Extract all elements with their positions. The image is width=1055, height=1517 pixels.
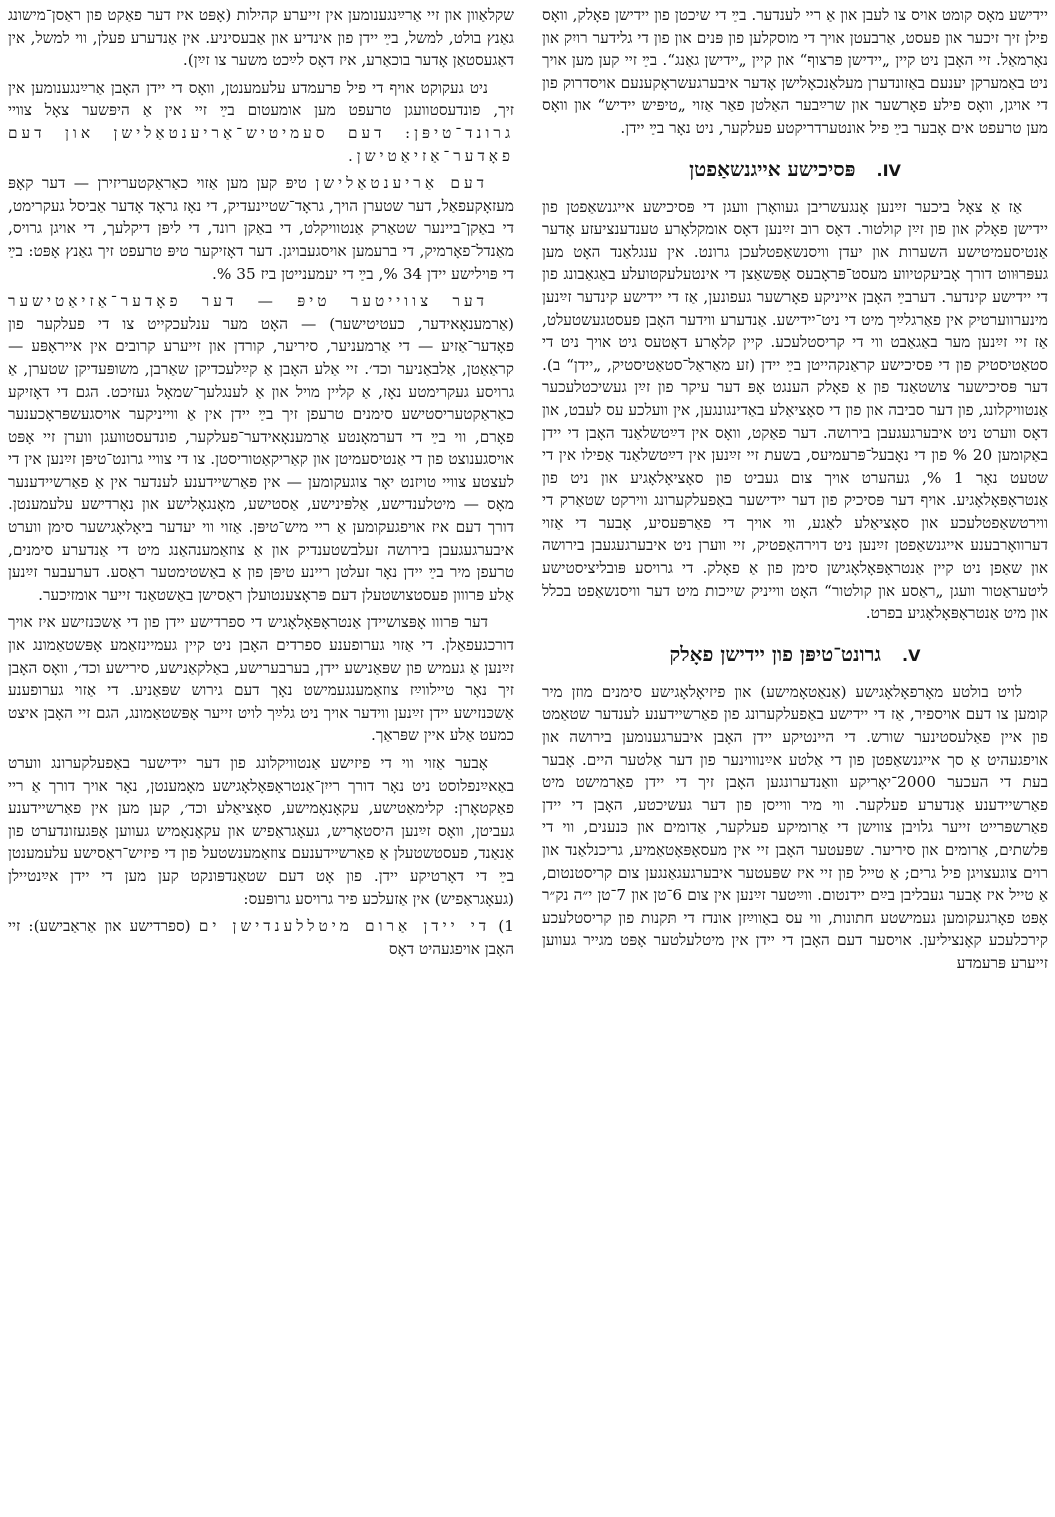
list-item-number: 1) [498,917,514,936]
paragraph-4-lead: דער צווייטער טיפּ — דער פאָדער־אַזיאַטישער [8,292,488,311]
section-5-title: גרונט־טיפּן פון יידישן פאָלק [669,641,882,666]
intro-paragraph: יידישע מאָס קומט אויס צו לעבן און אַ ריי לענדער. בײַ די שיכטן פון יידישן פאָלק, וואָס פילן זיך זיכער און פעסט, אַרבעטן אויך די מוסקלען פון פּנים און פון די גלידער רויִק און נאָרמאַל. זיי האָבן ניט קיין „יידישן פּרצוף“ און קיין „יידישן גאַנג“. בײַ זיי קען מען אויך ניט באַמערקן יענעם באַזונדערן מעלאַנכאָלישן אָדער איבערגעשראָקענעם אויסדרוק פון די אויגן, וואָס פילע פאָרשער און שרײַבער האַלטן פאַר אַזוי „טיפּיש יידיש“ און וואָס מען טרעפט אים אָבער בײַ פיל אונטערדריקטע פעלקער, ניט נאָר בײַ יידן. [542,6,1048,137]
section-5-paragraph: לויט בולטע מאָרפאָלאָגישע (אַנאַטאָמישע) און פיזיאָלאָגישע סימנים מוזן מיר קומען צו דעם אויספיר, אַז די יידישע באַפעלקערונג פון פאַרשיידענע לענדער שטאַמט פון איין פאַלעסטינער שורש. די היינטיקע יידן האָבן איבערגענומען בירושה און אויפגעהיט אַ סך אייגנשאַפטן פון די אַלטע אײַנוווינער פון דער אַלטער היים. אָבער בעת די העכער 2000־יאָריקע וואַנדערונגען האָבן זיך די יידן פאַרמישט מיט פאַרשיידענע אַנדערע פעלקער. ווי מיר ווייסן פון דער געשיכטע, האָבן די יידן פאַרשפּרייט זייער גלויבן צווישן די אַרומיקע פעלקער, אַדומים און כּנענים, ווי די פּלשתים, אַרומים און סיריער. שפּעטער האָבן זיי אין מעסאָפּאָטאַמיע, גריכנלאַנד און רוים צוגעצויגן פיל גרים; אַ טייל פון זיי איז שפּעטער איבערגעגאַנגען צום קריסטנטום, אַ טייל איז אָבער געבליבן בײַם יידנטום. ווײַטער זײַנען אין צום 6־טן און 7־טן י״ה נק״ר אָפּט פאָרגעקומען געמישטע חתונות, ווי עס באַווײַזן אונדז די תּקנות פון קריסטלעכע קירכלעכע קאָנציליען. אויסער דעם האָבן די יידן אין מיטלעלטער אָפּט מגייר געווען זייערע פּרעמדע [542,682,1048,972]
list-item-lead: די יידן אַרום מיטללענדישן ים [198,917,491,936]
section-5-number: V. [901,645,921,665]
section-5-heading [542,641,1048,669]
paragraph-3-text: טיפּ קען מען אַזוי כאַראַקטעריזירן — דער קאָפּ מעזאָקעפאַל, דער שטערן הויך, גראָד־שטיינעדיק, די נאָז גראָד אָדער אַביסל געקרימט, די באַקן־ביינער שטאַרק אַנטוויקלט, די באַקן רונד, די ליפּן דיקלעך, די אויגן גרויס, מאַנדל־פאָרמיק, די ברעמען אויסגעבויגן. דער דאָזיקער טיפּ טרעפט זיך גאַנץ אָפּט: בײַ די פּוילישע יידן 34 %, בײַ די יעמענייטן ביז 35 %. [8,174,514,283]
paragraph-1: שקלאַוון און זיי אַרײַנגענומען אין זייערע קהילות (אָפּט איז דער פאַקט פון ראַסן־מישונג גאַנץ בולט, למשל, בײַ יידן פון אינדיע און אַבעסיניע. אין אַנדערע פעלן, ווי למשל, אין דאַגעסטאַן אָדער בוכאַרע, איז דאָס לײַכט משער צו זײַן). [8,6,514,70]
paragraph-2-spaced-terms: גרונד־טיפּן: דעם סעמיטיש־אַריענטאַלישן און דעם פאָדער־אַזיאַטישן. [8,123,514,165]
paragraph-6: אָבער אַזוי ווי די פיזישע אַנטוויקלונג פון דער יידישער באַפעלקערונג ווערט באַאײַנפלוסט ניט נאָר דורך רייִן־אַנטראָפּאָלאָגישע מאָמענטן, נאָר אויך דורך אַ ריי פאַקטאָרן: קלימאַטישע, עקאָנאָמישע, סאָציאַלע וכד׳, קען מען אין פאַרשיידענע געביטן, וואָס זײַנען היסטאָריש, געאָגראַפיש און עקאָנאָמיש געווען אָפּגעזונדערט פון אַנאַנד, פעסטשטעלן אַ פאַרשיידענעם צוזאַמענשטעל פון די פיזיש־ראַסישע עלעמענטן בײַ די דאָרטיקע יידן. פון אָט דעם שטאַנדפּונקט קען מען די יידן אײַנטיילן (געאָגראַפיש) אין אַזעלכע פיר גרויסע גרופּעס: [8,754,514,908]
paragraph-3 [8,172,514,285]
paragraph-2-text: ניט געקוקט אויף די פיל פרעמדע עלעמענטן, וואָס די יידן האָבן אַרײַנגענומען אין זיך, פונדעסטוועגן טרעפט מען אומעטום בײַ זיי אין אַ היפּשער צאָל צוויי [8,78,514,120]
paragraph-4-text: (אַרמענאָאידער, כעטיטישער) — האָט מער ענלעכקייט צו די פעלקער פון פאָדער־אַזיע — די אַרמעניער, סיריער, קורדן און זייערע קרובים אין אייראָפּע — קראַאַטן, אַלבאַניער וכד׳. זיי אַלע האָבן אַ קײַלעכדיקן שאַרבן, משופּעדיקן שטערן, אַ גרויסע געקרימטע נאָז, אַ קליין מויל און אַ לענגלעך־שמאָל געזיכט. הגם די דאָזיקע כאַראַקטעריסטישע סימנים טרעפן זיך בײַ יידן אין אַ ווייניקער אויסגעשפּראָכענער פאָרם, ווי בײַ די דערמאָנטע אַרמענאָאידער־פעלקער, פונדעסטוועגן ווערן זיי אָפּט אויסגענוצט פון די אַנטיסעמיטן און קאַריקאַטוריסטן. צו די צוויי גרונט־טיפּן זײַנען אין די לעצטע צוויי טויזנט יאָר צוגעקומען — אין פאַרשיידענע לענדער אין אַ פאַרשיידענער מאָס — מיטלענדישע, אַלפּינישע, אַסטישע, מאָנגאָלישע און נאָרדישע עלעמענטן. דורך דעם איז אויפגעקומען אַ ריי מיש־טיפּן. אַזוי ווי יעדער ביאָלאָגישער סימן ווערט איבערגעגעבן בירושה זעלבשטענדיק און אַ צוזאַמענהאַנג מיט די אַנדערע סימנים, טרעפן מיר בײַ יידן נאָר זעלטן ריינע טיפּן פון אַ באַשטימטער ראַסע. דערעבער זײַנען אַלע פּרווון פעסטצושטעלן דעם פּראָצענטועלן ראַסישן באַשטאַנד זייער אומזיכער. [8,314,514,604]
left-column [8,4,514,1512]
right-column [542,4,1048,1512]
paragraph-2 [8,77,514,167]
section-4-number: IV. [876,160,901,180]
section-4-title: פּסיכישע אייגנשאַפטן [689,156,856,181]
list-item-1 [8,915,514,960]
paragraph-4 [8,290,514,606]
list-item-text: (ספרדישע און אַראַבישע): זיי האָבן אויפגעהיט דאָס [8,917,514,958]
section-4-heading [542,156,1048,184]
paragraph-3-lead: דעם אַריענטאַלישן [315,174,488,193]
paragraph-5: דער פּרווו אָפּצושיידן אַנטראָפּאָלאָגיש די ספרדישע יידן פון די אַשכּנזישע איז אויך דורכגעפאַלן. די אַזוי גערופענע ספרדים האָבן ניט קיין געמיינזאַמע אָפּשטאַמונג און זײַנען אַ געמיש פון שפּאַנישע יידן, בערבערישע, באַלקאַנישע, סירישע וכד׳, וואָס האָבן זיך נאָר טיילווײַז צוזאַמענגעמישט נאָך דעם גירוש שפּאַניע. די אַזוי גערופענע אַשכּנזישע יידן זײַנען ווידער אויך ניט גלײַך לויט זייער אָפּשטאַמונג, הגם זיי האָבן איצט כמעט אַלע איין שפּראַך. [8,613,514,745]
section-4-paragraph: אַז אַ צאָל ביכער זײַנען אָנגעשריבן געוואָרן וועגן די פּסיכישע אייגנשאַפטן פון יידישן פאָלק און פון זײַן קולטור. דאָס רוב זײַנען דאָס אומקלאָרע טענדענציעזע אָדער אַנטיסעמיטישע השערות און יעדן וויסנשאַפטלעכן גרונט. אין ענגלאַנד האָט מען געפּרוּווט דורך אָביעקטיווע מעסט־פּראָבעס אָפּשאַצן די אינטעלעקטועלע באַגאַבונג פון די יידישע קינדער. דערבײַ האָבן אייניקע פאָרשער געפונען, אַז די יידישע קינדער זײַנען מינערווערטיק אין פאַרגלײַך מיט די ניט־יידישע. אַנדערע ווידער האָבן פעסטגעשטעלט, אַז זיי זײַנען מער באַגאַבט ווי די קריסטלעכע. קיין קלאָרע דאָטעס גיט אויך ניט די סטאַטיסטיק פון די פּסיכישע קראַנקהייטן בײַ יידן (זע מאַראַל־סטאַטיסטיק, „יידן“ ב). דער פּסיכישער צושטאַנד פון אַ פאָלק הענגט אָפּ דער עיקר פון זײַן געשיכטלעכער אַנטוויקלונג, פון דער סביבה און פון די סאָציאַלע באַדינגונגען, אין וועלכע עס לעבט, און דאָס ווערט ניט איבערגעגעבן בירושה. דער פאַקט, וואָס אין דײַטשלאַנד האָבן די יידן באַקומען 20 % פון די נאָבעל־פּרעמיעס, בשעת זיי זײַנען אין דײַטשלאַנד אַפילו אין די שטעט נאָר 1 %, געהערט אויך צום געביט פון סאָציאָלאָגיע און ניט פון אַנטראָפּאָלאָגיע. אויף דער פּסיכיק פון דער יידישער באַפעלקערונג ווירקט שטאַרק די ווירטשאַפטלעכע און סאָציאַלע לאַגע, ווי אויך די פאַרפּעסיע, אָבער די אַזוי דערוואָרבענע אייגנשאַפטן זײַנען ניט דוירהאַפטיק, זיי ווערן ניט איבערגעגעבן בירושה און שאַפן ניט קיין אַנטראָפּאָלאָגישן סימן פון אַ פאָלק. די גרויסע פּובליציסטישע ליטעראַטור וועגן „ראַסע און קולטור“ האָט ווייניק שייכות מיט דער וויסנשאַפט בכלל און מיט אַנטראָפּאָלאָגיע בפרט. [542,197,1048,623]
